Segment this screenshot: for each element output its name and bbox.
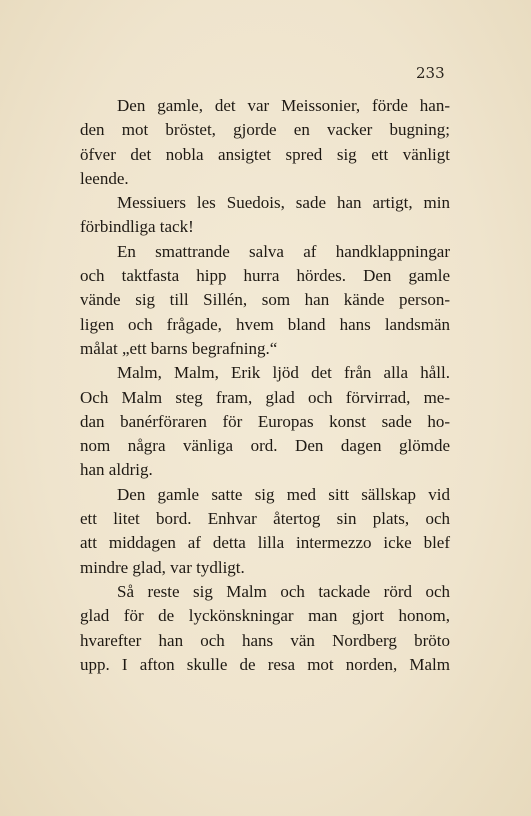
text-line: upp. I afton skulle de resa mot norden, Malm <box>80 654 450 674</box>
text-line: dan banérföraren för Europas konst sade ho- <box>80 411 450 431</box>
text-line: Den gamle, det var Meissonier, förde han- <box>117 96 450 115</box>
text-line: ligen och frågade, hvem bland hans landsmän <box>80 314 450 334</box>
text-line: nom några vänliga ord. Den dagen glömde <box>80 436 450 456</box>
text-line: Så reste sig Malm och tackade rörd och <box>117 581 450 601</box>
body-text <box>80 94 450 677</box>
text-line: att middagen af detta lilla intermezzo icke blef <box>80 533 450 553</box>
text-line: hvarefter han och hans vän Nordberg bröto <box>80 630 450 650</box>
text-line: han aldrig. <box>80 460 153 480</box>
text-line: Och Malm steg fram, glad och förvirrad, me- <box>80 387 450 407</box>
text-line: Messiuers les Suedois, sade han artigt, min <box>117 193 450 213</box>
text-line: leende. <box>80 168 129 188</box>
text-line: En smattrande salva af handklappningar <box>117 241 450 261</box>
text-line: mindre glad, var tydligt. <box>80 557 245 577</box>
text-line: den mot bröstet, gjorde en vacker bugning; <box>80 120 450 140</box>
page-number: 233 <box>416 64 445 82</box>
text-line: Den gamle satte sig med sitt sällskap vid <box>117 484 450 504</box>
text-line: och taktfasta hipp hurra hördes. Den gamle <box>80 266 450 286</box>
text-line: Malm, Malm, Erik ljöd det från alla håll. <box>117 363 450 383</box>
text-line: målat „ett barns begrafning.“ <box>80 338 278 358</box>
text-line: ett litet bord. Enhvar återtog sin plats, och <box>80 509 450 529</box>
text-line: öfver det nobla ansigtet spred sig ett vänligt <box>80 144 450 164</box>
text-line: glad för de lyckönskningar man gjort honom, <box>80 606 450 626</box>
text-line: förbindliga tack! <box>80 217 194 237</box>
text-line: vände sig till Sillén, som han kände person- <box>80 290 450 310</box>
